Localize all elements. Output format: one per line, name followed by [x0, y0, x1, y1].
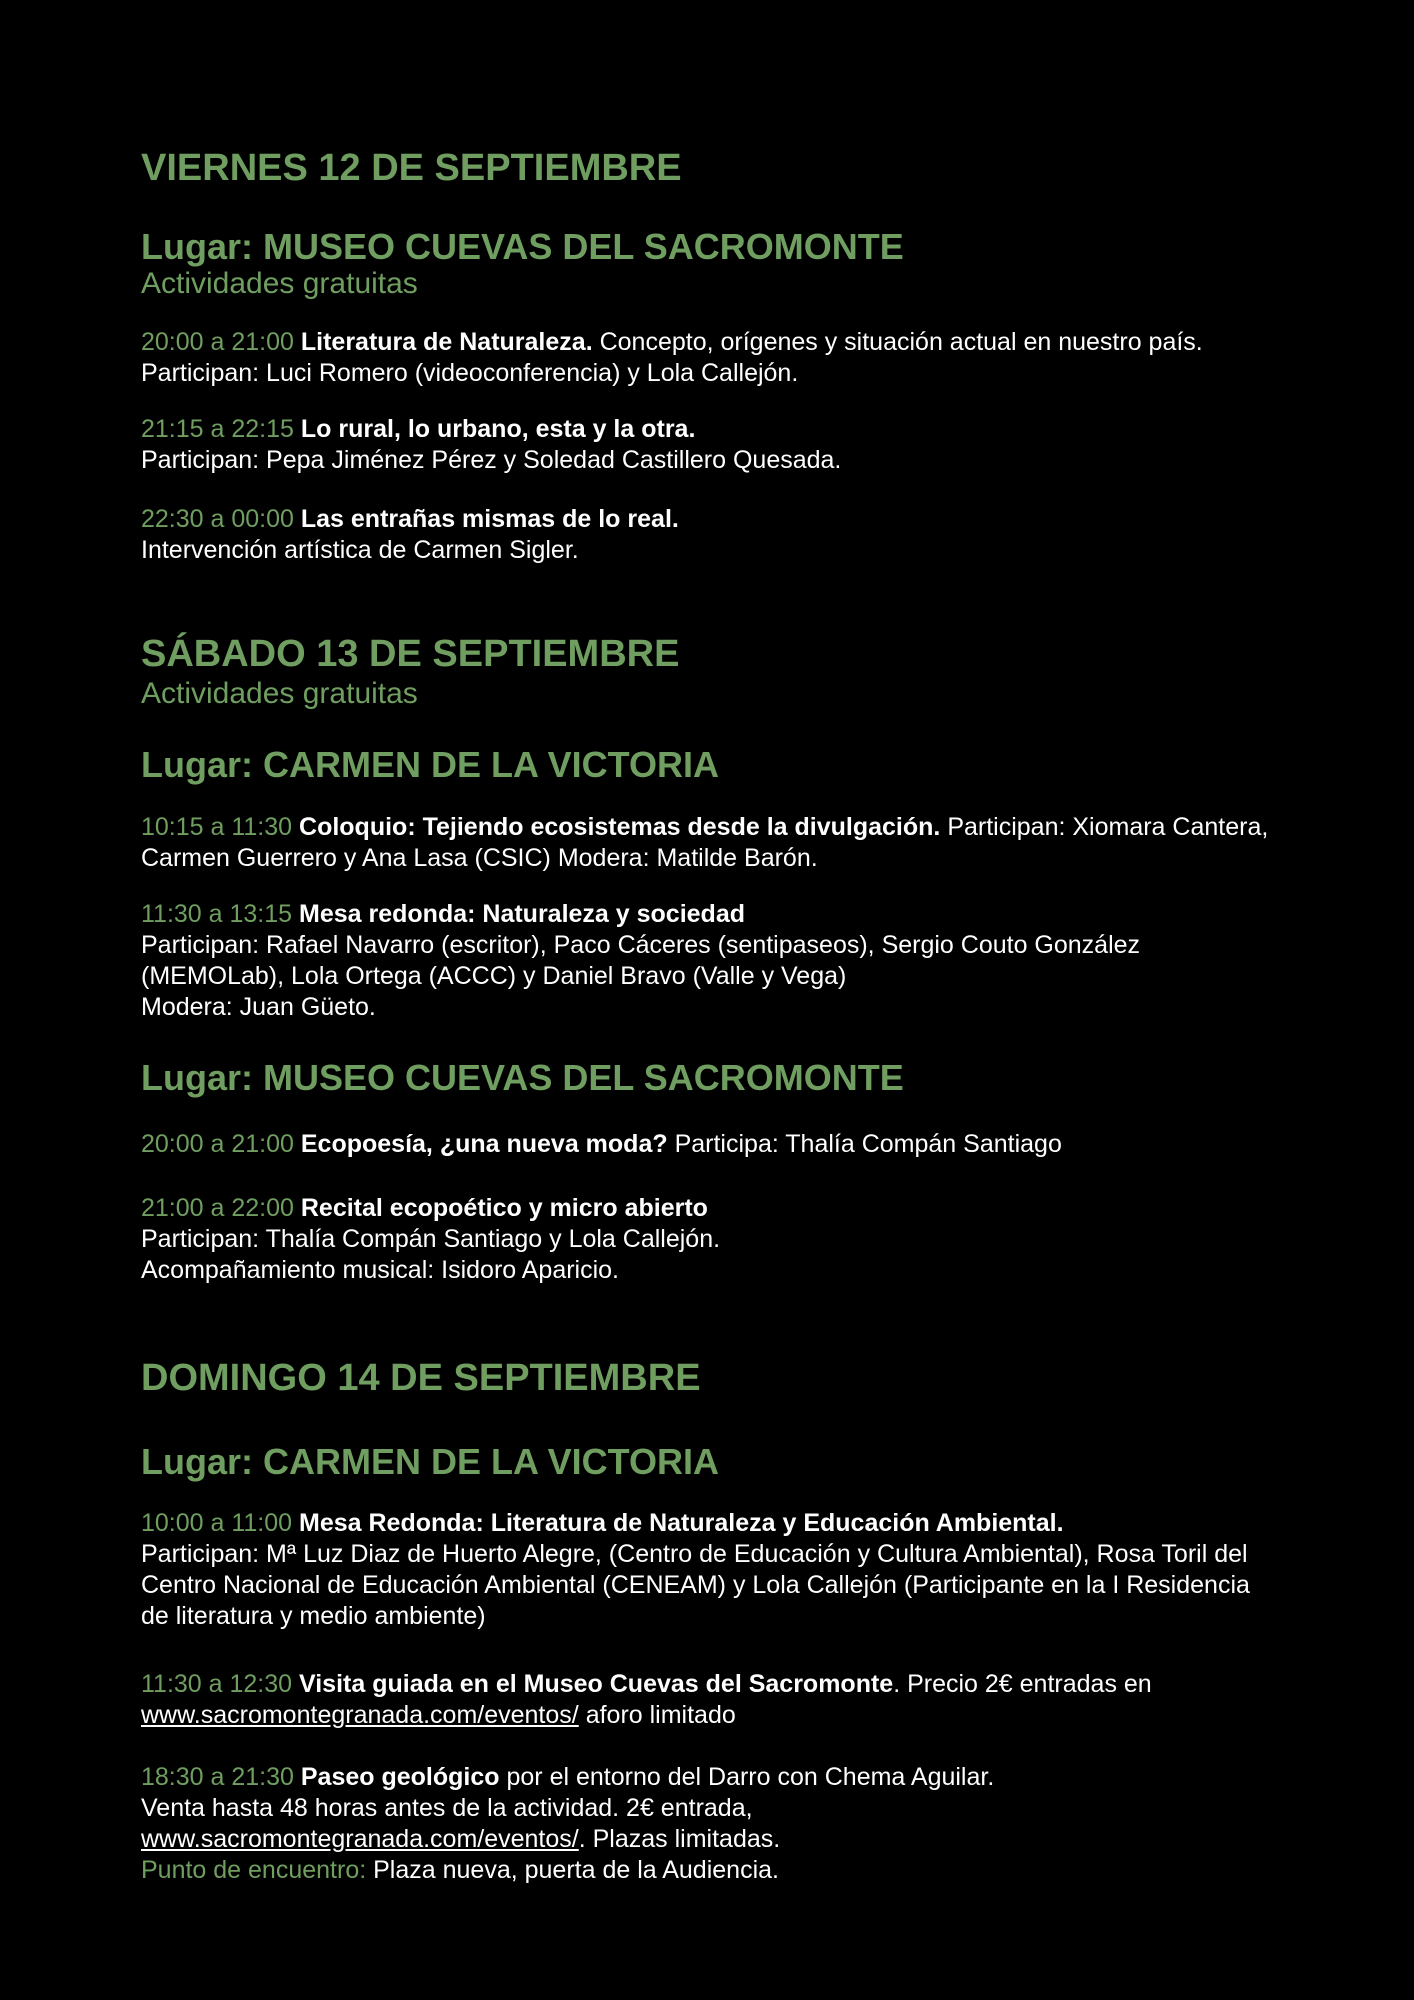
event-title: Mesa Redonda: Literatura de Naturaleza y Educación Ambiental. — [299, 1509, 1064, 1537]
event-sunday-1 — [141, 1508, 1281, 1632]
tickets-link[interactable]: www.sacromontegranada.com/eventos/ — [141, 1701, 579, 1729]
event-saturday-1 — [141, 812, 1281, 874]
event-time: 11:30 a 13:15 — [141, 900, 293, 928]
event-title: Las entrañas mismas de lo real. — [300, 505, 679, 533]
event-time: 21:00 a 22:00 — [141, 1194, 294, 1222]
event-music-note: Acompañamiento musical: Isidoro Aparicio. — [141, 1256, 620, 1284]
event-title: Paseo geológico — [300, 1763, 500, 1791]
event-description: . Precio 2€ entradas en — [893, 1670, 1152, 1698]
event-description: Participa: Thalía Compán Santiago — [674, 1130, 1062, 1158]
event-friday-1 — [141, 327, 1281, 389]
venue-saturday-1: Lugar: CARMEN DE LA VICTORIA — [141, 744, 720, 785]
free-activities-note-saturday: Actividades gratuitas — [141, 677, 418, 710]
event-moderator: Modera: Juan Güeto. — [141, 993, 376, 1021]
event-description: Participan: Pepa Jiménez Pérez y Soledad Castillero Quesada. — [141, 446, 842, 474]
event-time: 10:15 a 11:30 — [141, 813, 293, 841]
event-sale-note: Venta hasta 48 horas antes de la actividad. 2€ entrada, — [141, 1794, 753, 1822]
event-time: 10:00 a 11:00 — [141, 1509, 293, 1537]
event-time: 21:15 a 22:15 — [141, 415, 294, 443]
free-activities-note-friday: Actividades gratuitas — [141, 267, 418, 300]
meeting-point-label: Punto de encuentro: — [141, 1856, 367, 1884]
event-title: Recital ecopoético y micro abierto — [300, 1194, 708, 1222]
event-saturday-3 — [141, 1129, 1281, 1160]
event-saturday-2 — [141, 899, 1281, 1023]
event-title: Lo rural, lo urbano, esta y la otra. — [300, 415, 696, 443]
event-title: Mesa redonda: Naturaleza y sociedad — [299, 900, 745, 928]
event-title: Visita guiada en el Museo Cuevas del Sacromonte — [299, 1670, 894, 1698]
event-sunday-2 — [141, 1669, 1281, 1731]
event-description: Intervención artística de Carmen Sigler. — [141, 536, 579, 564]
event-saturday-4 — [141, 1193, 1281, 1286]
event-description: Concepto, orígenes y situación actual en nuestro país. Participan: Luci Romero (videoconferencia) y Lola Callejón. — [141, 328, 1203, 387]
event-title: Ecopoesía, ¿una nueva moda? — [300, 1130, 668, 1158]
day-title-sunday: DOMINGO 14 DE SEPTIEMBRE — [141, 1357, 701, 1399]
meeting-point-place: Plaza nueva, puerta de la Audiencia. — [373, 1856, 779, 1884]
tickets-link[interactable]: www.sacromontegranada.com/eventos/ — [141, 1825, 579, 1853]
venue-sunday: Lugar: CARMEN DE LA VICTORIA — [141, 1441, 720, 1482]
event-sunday-3 — [141, 1762, 1281, 1886]
event-time: 18:30 a 21:30 — [141, 1763, 294, 1791]
event-description: Participan: Thalía Compán Santiago y Lola Callejón. — [141, 1225, 721, 1253]
event-time: 20:00 a 21:00 — [141, 328, 294, 356]
day-title-friday: VIERNES 12 DE SEPTIEMBRE — [141, 147, 682, 189]
event-time: 11:30 a 12:30 — [141, 1670, 293, 1698]
event-title: Literatura de Naturaleza. — [300, 328, 593, 356]
day-title-saturday: SÁBADO 13 DE SEPTIEMBRE — [141, 633, 680, 675]
event-capacity-note: aforo limitado — [585, 1701, 736, 1729]
event-time: 22:30 a 00:00 — [141, 505, 294, 533]
venue-saturday-2: Lugar: MUSEO CUEVAS DEL SACROMONTE — [141, 1057, 904, 1098]
event-description: Participan: Rafael Navarro (escritor), Paco Cáceres (sentipaseos), Sergio Couto González (MEMOLab), Lola Ortega (ACCC) y Daniel Bravo (Valle y Vega) — [141, 931, 1141, 990]
event-title: Coloquio: Tejiendo ecosistemas desde la divulgación. — [299, 813, 941, 841]
event-description: Participan: Mª Luz Diaz de Huerto Alegre, (Centro de Educación y Cultura Ambiental), Rosa Toril del Centro Nacional de Educación Ambiental (CENEAM) y Lola Callejón (Participante en la I Residencia de literatura y medio ambiente) — [141, 1540, 1250, 1630]
event-places-note: . Plazas limitadas. — [578, 1825, 781, 1853]
event-friday-2 — [141, 414, 1281, 476]
venue-friday: Lugar: MUSEO CUEVAS DEL SACROMONTE — [141, 226, 904, 267]
event-description: por el entorno del Darro con Chema Aguilar. — [506, 1763, 995, 1791]
event-description: Participan: Xiomara Cantera, Carmen Guerrero y Ana Lasa (CSIC) Modera: Matilde Barón. — [141, 813, 1269, 872]
event-time: 20:00 a 21:00 — [141, 1130, 294, 1158]
event-friday-3 — [141, 504, 1281, 566]
